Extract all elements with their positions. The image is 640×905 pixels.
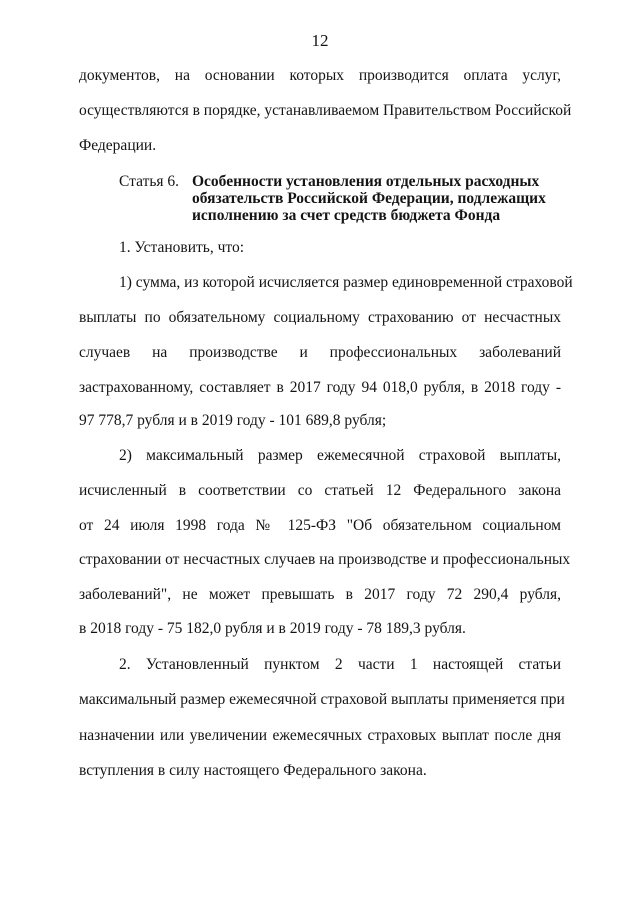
article-title-line-3: исполнению за счет средств бюджета Фонда: [192, 207, 501, 224]
item-2-line-3: от 24 июля 1998 года № 125-ФЗ "Об обязательном социальном: [79, 517, 561, 534]
item-1-line-3: случаев на производстве и профессиональных заболеваний: [79, 344, 561, 361]
intro-line-2: осуществляются в порядке, устанавливаемом Правительством Российской: [79, 102, 572, 119]
item-2-line-2: исчисленный в соответствии со статьей 12 Федерального закона: [79, 482, 561, 499]
point-2-line-1: 2. Установленный пунктом 2 части 1 настоящей статьи: [119, 656, 561, 673]
item-2-line-5: заболеваний", не может превышать в 2017 году 72 290,4 рубля,: [79, 586, 561, 603]
point-1-intro: 1. Установить, что:: [119, 239, 245, 256]
item-1-line-2: выплаты по обязательному социальному страхованию от несчастных: [79, 309, 561, 326]
page-number: 12: [311, 31, 329, 50]
point-2-line-2: максимальный размер ежемесячной страховой выплаты применяется при: [79, 691, 565, 708]
article-label: Статья 6.: [119, 173, 180, 190]
intro-line-3: Федерации.: [79, 137, 157, 154]
item-1-line-1: 1) сумма, из которой исчисляется размер единовременной страховой: [119, 274, 573, 291]
item-1-line-5: 97 778,7 рубля и в 2019 году - 101 689,8 рубля;: [79, 412, 387, 429]
intro-line-1: документов, на основании которых производится оплата услуг,: [79, 67, 561, 84]
item-2-line-1: 2) максимальный размер ежемесячной страховой выплаты,: [119, 447, 561, 464]
item-1-line-4: застрахованному, составляет в 2017 году 94 018,0 рубля, в 2018 году -: [79, 379, 561, 396]
article-title-line-1: Особенности установления отдельных расходных: [192, 173, 540, 190]
item-2-line-4: страховании от несчастных случаев на производстве и профессиональных: [79, 551, 571, 568]
item-2-line-6: в 2018 году - 75 182,0 рубля и в 2019 году - 78 189,3 рубля.: [79, 620, 466, 637]
point-2-line-3: назначении или увеличении ежемесячных страховых выплат после дня: [79, 727, 561, 744]
article-title-line-2: обязательств Российской Федерации, подлежащих: [192, 190, 546, 207]
point-2-line-4: вступления в силу настоящего Федерального закона.: [79, 762, 427, 779]
